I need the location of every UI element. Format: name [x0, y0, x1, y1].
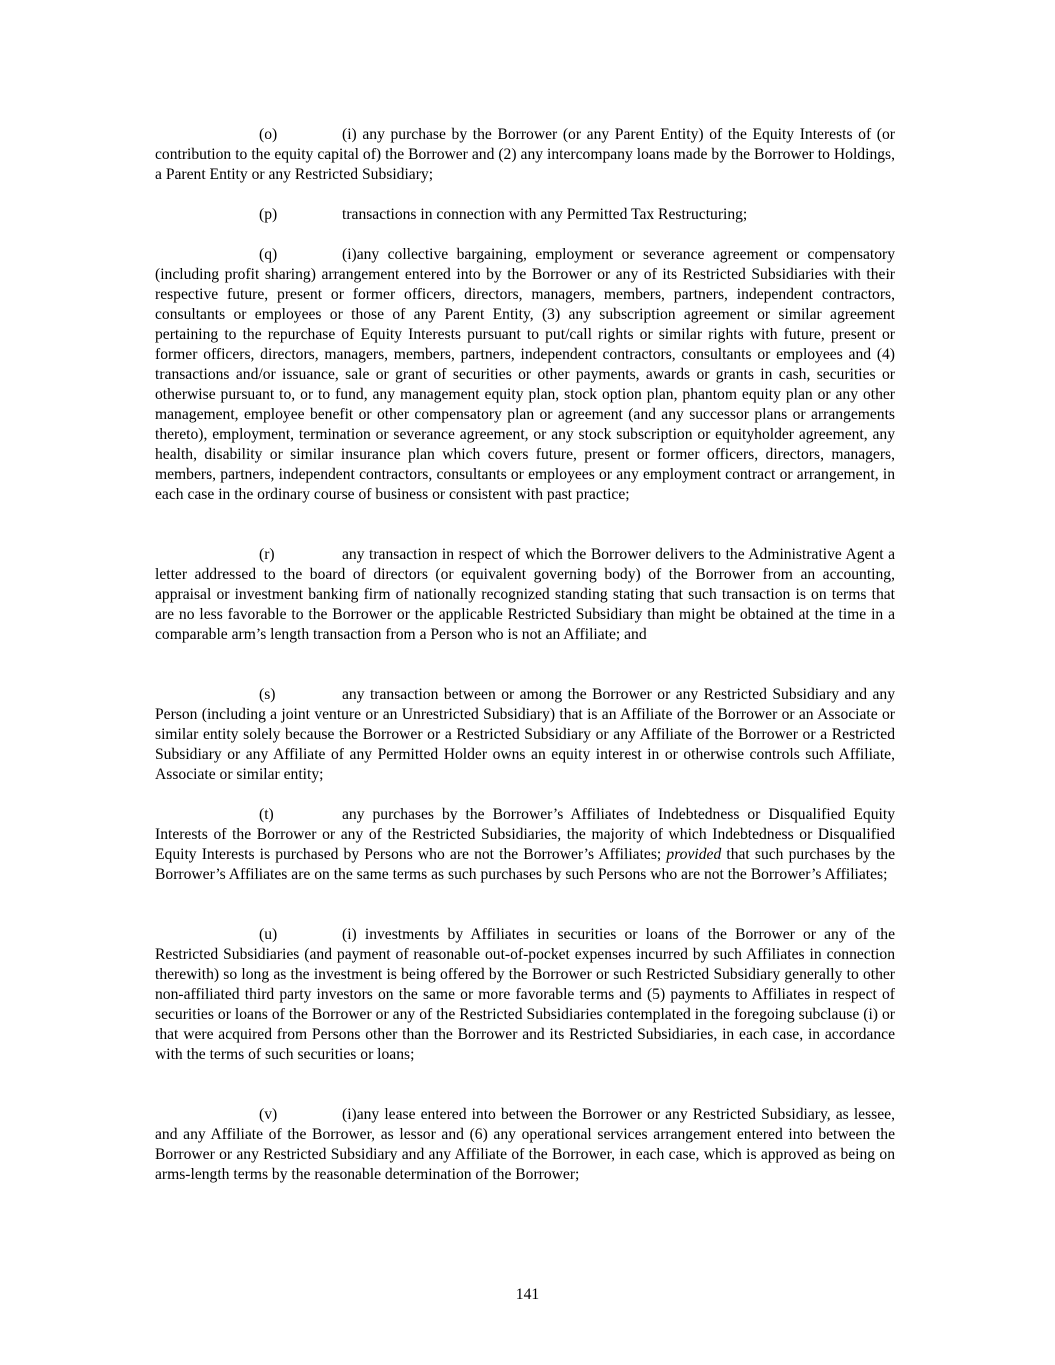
- clause-text: transactions in connection with any Permitted Tax Restructuring;: [342, 206, 748, 223]
- clause-t: [155, 805, 895, 885]
- clause-o: [155, 125, 895, 185]
- clause-r: [155, 545, 895, 645]
- clause-marker: (v): [259, 1106, 278, 1123]
- clause-text: that such purchases by the Borrower’s Affiliates are on the same terms as such purchases by such Persons who are not the Borrower’s Affiliates;: [155, 846, 895, 883]
- clause-p: [155, 205, 895, 225]
- clause-text: any transaction between or among the Borrower or any Restricted Subsidiary and any Person (including a joint venture or an Unrestricted Subsidiary) that is an Affiliate of the Borrower or an Associate or similar entity solely because the Borrower or a Restricted Subsidiary or any Affiliate of the Borrower or a Restricted Subsidiary or any Affiliate of any Permitted Holder owns an equity interest in or otherwise controls such Affiliate, Associate or similar entity;: [155, 686, 895, 783]
- clause-u: [155, 925, 895, 1065]
- clause-s: [155, 685, 895, 785]
- clause-marker: (q): [259, 246, 278, 263]
- clause-v: [155, 1105, 895, 1185]
- clause-text: (i)any collective bargaining, employment or severance agreement or compensatory (including profit sharing) arrangement entered into by the Borrower or any of its Restricted Subsidiaries with their respective future, present or former officers, directors, managers, members, partners, independent contractors, consultants or employees or those of any Parent Entity, (3) any subscription agreement or similar agreement pertaining to the repurchase of Equity Interests pursuant to put/call rights or similar rights with future, present or former officers, directors, managers, members, partners, independent contractors, consultants or employees and (4) transactions and/or issuance, sale or grant of securities or other payments, awards or grants in cash, securities or otherwise pursuant to, or to fund, any management equity plan, stock option plan, phantom equity plan or any other management, employee benefit or other compensatory plan or agreement (and any successor plans or arrangements thereto), employment, termination or severance agreement, or any stock subscription or equityholder agreement, any health, disability or similar insurance plan which covers future, present or former officers, directors, managers, members, partners, independent contractors, consultants or employees or any employment contract or arrangement, in each case in the ordinary course of business or consistent with past practice;: [155, 246, 895, 503]
- clause-marker: (t): [259, 806, 274, 823]
- page-number: 141: [515, 1286, 540, 1303]
- clause-text: any transaction in respect of which the Borrower delivers to the Administrative Agent a letter addressed to the board of directors (or equivalent governing body) of the Borrower from an accounting, appraisal or investment banking firm of nationally recognized standing stating that such transaction is on terms that are no less favorable to the Borrower or the applicable Restricted Subsidiary than might be obtained at the time in a comparable arm’s length transaction from a Person who is not an Affiliate; and: [155, 546, 895, 643]
- clause-marker: (s): [259, 686, 276, 703]
- clause-text: (i) investments by Affiliates in securities or loans of the Borrower or any of the Restricted Subsidiaries (and payment of reasonable out-of-pocket expenses incurred by such Affiliates in connection therewith) so long as the investment is being offered by the Borrower or such Restricted Subsidiary generally to other non-affiliated third party investors on the same or more favorable terms and (5) payments to Affiliates in respect of securities or loans of the Borrower or any of the Restricted Subsidiaries contemplated in the foregoing subclause (i) or that were acquired from Persons other than the Borrower and its Restricted Subsidiaries, in each case, in accordance with the terms of such securities or loans;: [155, 926, 895, 1063]
- clause-text: any purchases by the Borrower’s Affiliates of Indebtedness or Disqualified Equity Interests of the Borrower or any of the Restricted Subsidiaries, the majority of which Indebtedness or Disqualified Equity Interests is purchased by Persons who are not the Borrower’s Affiliates;: [155, 806, 895, 863]
- clause-marker: (u): [259, 926, 278, 943]
- clause-q: [155, 245, 895, 505]
- clause-text-italic: provided: [666, 846, 722, 863]
- clause-marker: (p): [259, 206, 278, 223]
- clause-marker: (r): [259, 546, 275, 563]
- clause-text: (i)any lease entered into between the Borrower or any Restricted Subsidiary, as lessee, and any Affiliate of the Borrower, as lessor and (6) any operational services arrangement entered into between the Borrower or any Restricted Subsidiary and any Affiliate of the Borrower, in each case, which is approved as being on arms-length terms by the reasonable determination of the Borrower;: [155, 1106, 895, 1183]
- clause-text: (i) any purchase by the Borrower (or any Parent Entity) of the Equity Interests of (or contribution to the equity capital of) the Borrower and (2) any intercompany loans made by the Borrower to Holdings, a Parent Entity or any Restricted Subsidiary;: [155, 126, 895, 183]
- clause-marker: (o): [259, 126, 278, 143]
